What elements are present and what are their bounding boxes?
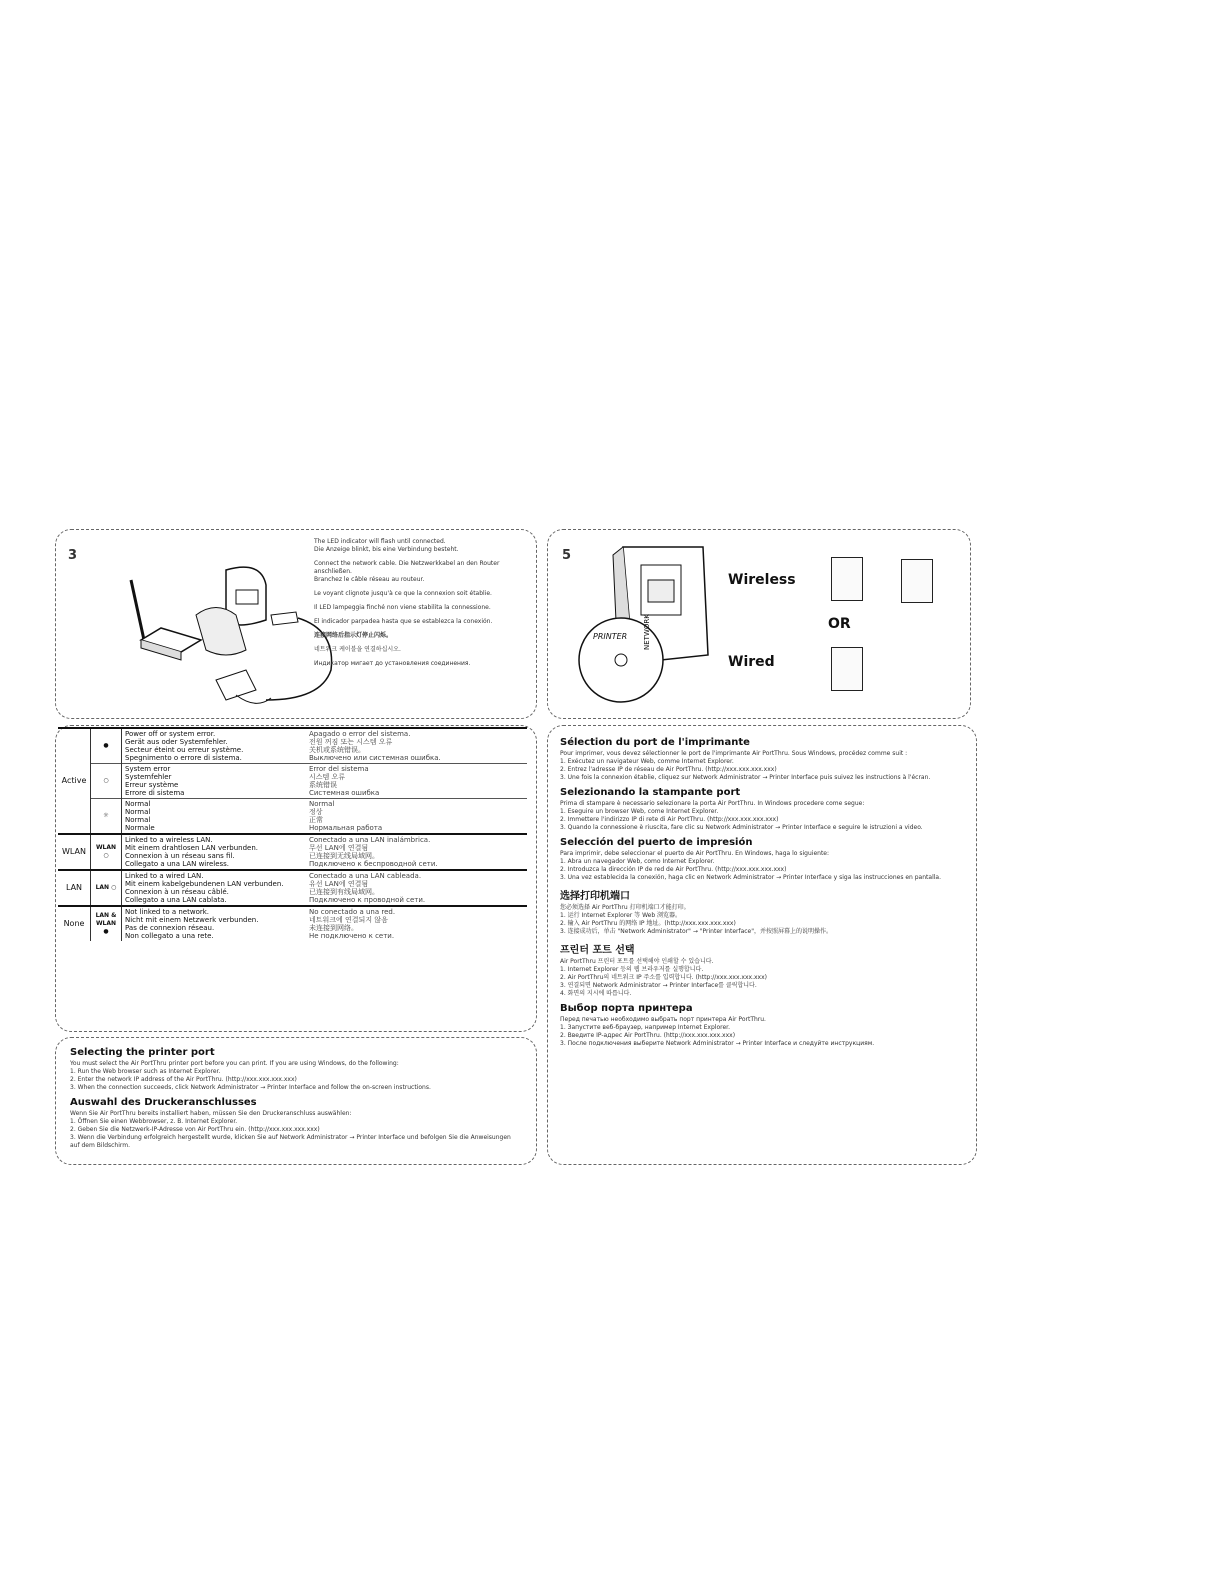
table-row (58, 799, 527, 835)
step-number: 3 (68, 548, 78, 563)
table-row (58, 834, 527, 870)
section-title: 选择打印机端口 (560, 891, 630, 902)
status-text-translated: Normal 정상 正常 Нормальная работа (306, 799, 527, 835)
section-body: Air PortThru 프린터 포트를 선택해야 인쇄할 수 있습니다. 1. Internet Explorer 등의 웹 브라우저를 실행합니다. 2. Air PortThru의 네트워크 IP 주소를 입력합니다. (http://xxx.xxx.xxx.xxx) 3. 연결되면 Network Administrator → Printer Interface를 클릭합니다. 4. 화면의 지시에 따릅니다. (560, 958, 767, 997)
section-title: Auswahl des Druckeranschlusses (70, 1097, 257, 1108)
section-title: Sélection du port de l'imprimante (560, 737, 750, 748)
led-icon: ● (91, 728, 122, 764)
note-5: El indicador parpadea hasta que se establezca la conexión. (314, 618, 493, 625)
wireless-label: Wireless (728, 572, 796, 588)
section-title: Выбор порта принтера (560, 1003, 693, 1014)
panel-printer-port-en-de (55, 1037, 537, 1165)
cd-label-printer: PRINTER (593, 632, 628, 641)
panel-status-table (55, 725, 537, 1032)
table-row (58, 906, 527, 941)
section-title: Selecting the printer port (70, 1047, 215, 1058)
panel-software (547, 529, 971, 719)
note-6: 连接网络后指示灯停止闪烁。 (314, 632, 393, 639)
note-3: Le voyant clignote jusqu'à ce que la connexion soit établie. (314, 590, 492, 597)
group-label-none: None (58, 906, 91, 941)
section-body: Prima di stampare è necessario selezionare la porta Air PortThru. In Windows procedere come segue: 1. Eseguire un browser Web, come Internet Explorer. 2. Immettere l'indirizzo IP di rete di Air PortThru. (http://xxx.xxx.xxx.xxx) 3. Quando la connessione è riuscita, fare clic su Network Administrator → Printer Interface e seguire le istruzioni a video. (560, 800, 923, 831)
status-text-translated: Apagado o error del sistema. 전원 꺼짐 또는 시스템 오류 关机或系统错误。 Выключено или системная ошибка. (306, 728, 527, 764)
section-body: Pour imprimer, vous devez sélectionner le port de l'imprimante Air PortThru. Sous Windows, procédez comme suit : 1. Exécutez un navigateur Web, comme Internet Explorer. 2. Entrez l'adresse IP de réseau de Air PortThru. (http://xxx.xxx.xxx.xxx) 3. Une fois la connexion établie, cliquez sur Network Administrator → Printer Interface puis suivez les instructions à l'écran. (560, 750, 931, 781)
or-label: OR (828, 616, 851, 632)
section-body: 您必须选择 Air PortThru 打印机端口才能打印。 1. 运行 Internet Explorer 等 Web 浏览器。 2. 输入 Air PortThru 的网络 IP 地址。(http://xxx.xxx.xxx.xxx) 3. 连接成功后，单击 "Network Administrator" → "Printer Interface"，并按照屏幕上的说明操作。 (560, 904, 833, 935)
section-body: You must select the Air PortThru printer port before you can print. If you are using Windows, do the following: 1. Run the Web browser such as Internet Explorer. 2. Enter the network IP address of the Air PortThru. (http://xxx.xxx.xxx.xxx) 3. When the connection succeeds, click Network Administrator → Printer Interface and follow the on-screen instructions. (70, 1060, 431, 1091)
section-body: Wenn Sie Air PortThru bereits installiert haben, müssen Sie den Druckeranschluss auswählen: 1. Öffnen Sie einen Webbrowser, z. B. Internet Explorer. 2. Geben Sie die Netzwerk-IP-Adresse von Air PortThru ein. (http://xxx.xxx.xxx.xxx) 3. Wenn die Verbindung erfolgreich hergestellt wurde, klicken Sie auf Network Administrator → Printer Interface und befolgen Sie die Anweisungen auf dem Bildschirm. (70, 1110, 511, 1149)
note-2: Connect the network cable. Die Netzwerkkabel an den Router anschließen. Branchez le câble réseau au routeur. (314, 560, 500, 583)
section-title: 프린터 포트 선택 (560, 945, 635, 956)
cd-label-network: NETWORK (643, 614, 651, 650)
led-icon: LAN ○ (91, 870, 122, 906)
status-text-translated: Error del sistema 시스템 오류 系统错误 Системная ошибка (306, 764, 527, 799)
status-text: Normal Normal Normal Normale (122, 799, 307, 835)
wired-label: Wired (728, 654, 775, 670)
section-body: Перед печатью необходимо выбрать порт принтера Air PortThru. 1. Запустите веб-браузер, например Internet Explorer. 2. Введите IP-адрес Air PortThru. (http://xxx.xxx.xxx.xxx) 3. После подключения выберите Network Administrator → Printer Interface и следуйте инструкциям. (560, 1016, 875, 1047)
section-title: Selezionando la stampante port (560, 787, 741, 798)
note-7: 네트워크 케이블을 연결하십시오. (314, 646, 401, 653)
led-icon: WLAN ○ (91, 834, 122, 870)
status-text: Power off or system error. Gerät aus oder Systemfehler. Secteur éteint ou erreur système. Spegnimento o errore di sistema. (122, 728, 307, 764)
status-text-translated: Conectado a una LAN inalámbrica. 무선 LAN에 연결됨 已连接到无线局域网。 Подключено к беспроводной сети. (306, 834, 527, 870)
table-row (58, 728, 527, 764)
led-icon: ☼ (91, 799, 122, 835)
step-number: 5 (562, 548, 572, 563)
status-text: Linked to a wireless LAN. Mit einem drahtlosen LAN verbunden. Connexion à un réseau sans fil. Collegato a una LAN wireless. (122, 834, 307, 870)
status-text-translated: No conectado a una red. 네트워크에 연결되지 않음 未连接到网络。 Не подключено к сети. (306, 906, 527, 941)
status-text-translated: Conectado a una LAN cableada. 유선 LAN에 연결됨 已连接到有线局域网。 Подключено к проводной сети. (306, 870, 527, 906)
led-icon: ○ (91, 764, 122, 799)
section-body: Para imprimir, debe seleccionar el puerto de Air PortThru. En Windows, haga lo siguiente: 1. Abra un navegador Web, como Internet Explorer. 2. Introduzca la dirección IP de red de Air PortThru. (http://xxx.xxx.xxx.xxx) 3. Una vez establecida la conexión, haga clic en Network Administrator → Printer Interface y siga las instrucciones en pantalla. (560, 850, 941, 881)
note-4: Il LED lampeggia finché non viene stabilita la connessione. (314, 604, 491, 611)
wired-manual-image (831, 647, 863, 691)
panel-connection (55, 529, 537, 719)
status-text: Linked to a wired LAN. Mit einem kabelgebundenen LAN verbunden. Connexion à un réseau câblé. Collegato a una LAN cablata. (122, 870, 307, 906)
note-8: Индикатор мигает до установления соединения. (314, 660, 471, 667)
led-icon: LAN & WLAN ● (91, 906, 122, 941)
wireless-manual-image-2 (901, 559, 933, 603)
status-text: Not linked to a network. Nicht mit einem Netzwerk verbunden. Pas de connexion réseau. Non collegato a una rete. (122, 906, 307, 941)
group-label-lan: LAN (58, 870, 91, 906)
note-1: The LED indicator will flash until connected. Die Anzeige blinkt, bis eine Verbindung besteht. (314, 538, 459, 553)
section-title: Selección del puerto de impresión (560, 837, 753, 848)
table-row (58, 870, 527, 906)
router-cable-illustration (86, 540, 336, 710)
group-label-wlan: WLAN (58, 834, 91, 870)
group-label-active: Active (58, 728, 91, 834)
panel-printer-port-multilingual (547, 725, 977, 1165)
status-text: System error Systemfehler Erreur système Errore di sistema (122, 764, 307, 799)
connection-notes (314, 538, 529, 668)
table-row (58, 764, 527, 799)
led-status-table (58, 727, 527, 941)
wireless-manual-image (831, 557, 863, 601)
